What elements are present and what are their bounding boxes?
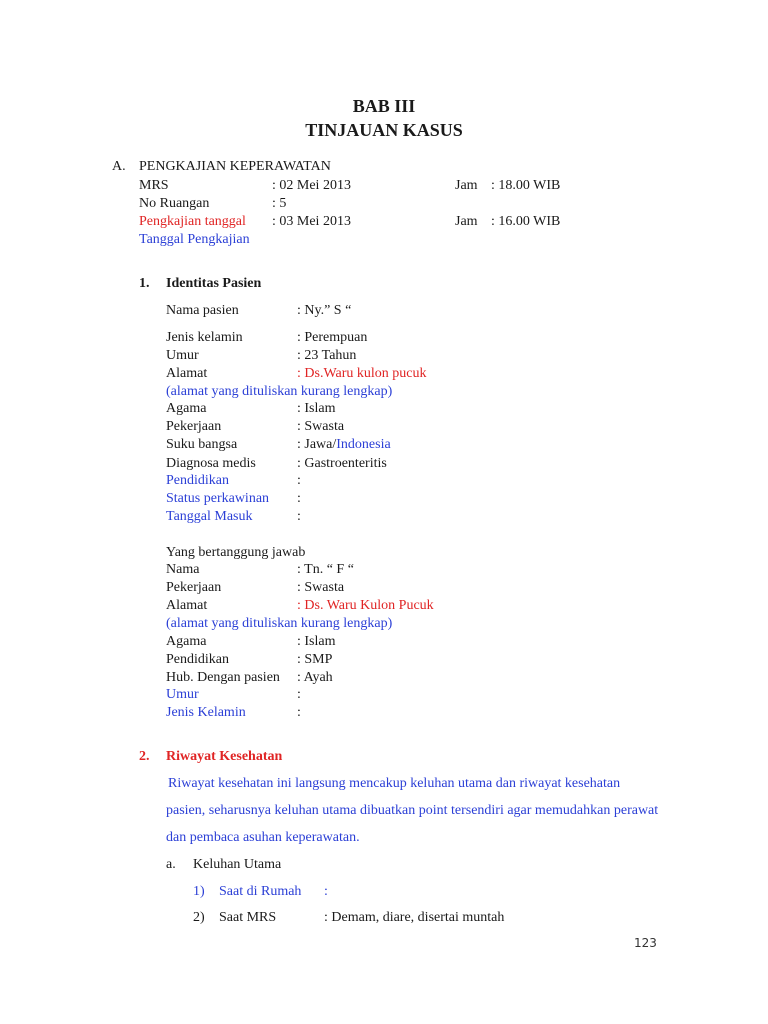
pj-pendidikan-label: Pendidikan — [166, 652, 229, 667]
pj-hubungan-label: Hub. Dengan pasien — [166, 670, 280, 685]
saat-mrs-value: : Demam, diare, disertai muntah — [324, 910, 505, 925]
pj-agama-label: Agama — [166, 634, 207, 649]
pj-alamat-value: : Ds. Waru Kulon Pucuk — [297, 598, 434, 613]
mrs-label: MRS — [139, 178, 169, 193]
identitas-heading: Identitas Pasien — [166, 276, 262, 291]
mrs-value: : 02 Mei 2013 — [272, 178, 351, 193]
pj-pekerjaan-label: Pekerjaan — [166, 580, 222, 595]
status-perkawinan-label: Status perkawinan — [166, 491, 270, 506]
chapter-subtitle: TINJAUAN KASUS — [305, 120, 463, 140]
jenis-kelamin-value: : Perempuan — [297, 330, 368, 345]
riwayat-number: 2. — [139, 749, 150, 764]
saat-di-rumah-label: Saat di Rumah — [219, 884, 302, 899]
pj-alamat-label: Alamat — [166, 598, 208, 613]
suku-bangsa-value-prefix: : Jawa/ — [297, 437, 337, 452]
section-a-number: A. — [112, 159, 126, 174]
section-a-heading: PENGKAJIAN KEPERAWATAN — [139, 159, 331, 174]
alamat-label: Alamat — [166, 366, 208, 381]
pj-nama-value: : Tn. “ F “ — [297, 562, 354, 577]
keluhan-letter: a. — [166, 857, 176, 872]
pengkajian-jam-value: : 16.00 WIB — [491, 214, 561, 229]
alamat-note: (alamat yang dituliskan kurang lengkap) — [166, 384, 393, 399]
ruangan-value: : 5 — [272, 196, 287, 211]
tanggal-masuk-value: : — [297, 509, 301, 524]
pj-jenis-kelamin-value: : — [297, 705, 301, 720]
pendidikan-value: : — [297, 473, 301, 488]
agama-label: Agama — [166, 401, 207, 416]
keluhan-utama-label: Keluhan Utama — [193, 857, 282, 872]
item1-number: 1) — [193, 884, 205, 899]
nama-pasien-value: : Ny.” S “ — [297, 303, 352, 318]
pendidikan-label: Pendidikan — [166, 473, 229, 488]
riwayat-heading: Riwayat Kesehatan — [166, 749, 283, 764]
penanggung-heading: Yang bertanggung jawab — [166, 545, 306, 560]
diagnosa-value: : Gastroenteritis — [297, 456, 387, 471]
pj-umur-value: : — [297, 687, 301, 702]
status-perkawinan-value: : — [297, 491, 301, 506]
suku-bangsa-value — [297, 436, 391, 454]
saat-di-rumah-value: : — [324, 884, 328, 899]
jenis-kelamin-label: Jenis kelamin — [166, 330, 243, 345]
tanggal-pengkajian-label: Tanggal Pengkajian — [139, 232, 250, 247]
pj-nama-label: Nama — [166, 562, 200, 577]
suku-bangsa-value-suffix: Indonesia — [336, 437, 391, 452]
nama-pasien-label: Nama pasien — [166, 303, 239, 318]
ruangan-label: No Ruangan — [139, 196, 210, 211]
pengkajian-jam-label: Jam — [455, 214, 478, 229]
pj-alamat-note: (alamat yang dituliskan kurang lengkap) — [166, 616, 393, 631]
mrs-jam-value: : 18.00 WIB — [491, 178, 561, 193]
pj-pekerjaan-value: : Swasta — [297, 580, 345, 595]
pj-hubungan-value: : Ayah — [297, 670, 333, 685]
pj-umur-label: Umur — [166, 687, 199, 702]
pengkajian-label: Pengkajian tanggal — [139, 214, 246, 229]
umur-value: : 23 Tahun — [297, 348, 357, 363]
mrs-jam-label: Jam — [455, 178, 478, 193]
riwayat-paragraph: Riwayat kesehatan ini langsung mencakup keluhan utama dan riwayat kesehatan pasien, seharusnya keluhan utama dibuatkan point tersendiri agar memudahkan perawat dan pembaca asuhan keperawatan. — [166, 776, 659, 845]
page-number: 123 — [634, 936, 657, 950]
item2-number: 2) — [193, 910, 205, 925]
alamat-value: : Ds.Waru kulon pucuk — [297, 366, 427, 381]
agama-value: : Islam — [297, 401, 336, 416]
pj-pendidikan-value: : SMP — [297, 652, 333, 667]
pekerjaan-label: Pekerjaan — [166, 419, 222, 434]
pj-agama-value: : Islam — [297, 634, 336, 649]
tanggal-masuk-label: Tanggal Masuk — [166, 509, 253, 524]
pengkajian-value: : 03 Mei 2013 — [272, 214, 351, 229]
saat-mrs-label: Saat MRS — [219, 910, 277, 925]
suku-bangsa-label: Suku bangsa — [166, 437, 238, 452]
pekerjaan-value: : Swasta — [297, 419, 345, 434]
identitas-number: 1. — [139, 276, 150, 291]
chapter-title: BAB III — [352, 96, 416, 116]
diagnosa-label: Diagnosa medis — [166, 456, 256, 471]
pj-jenis-kelamin-label: Jenis Kelamin — [166, 705, 246, 720]
umur-label: Umur — [166, 348, 199, 363]
